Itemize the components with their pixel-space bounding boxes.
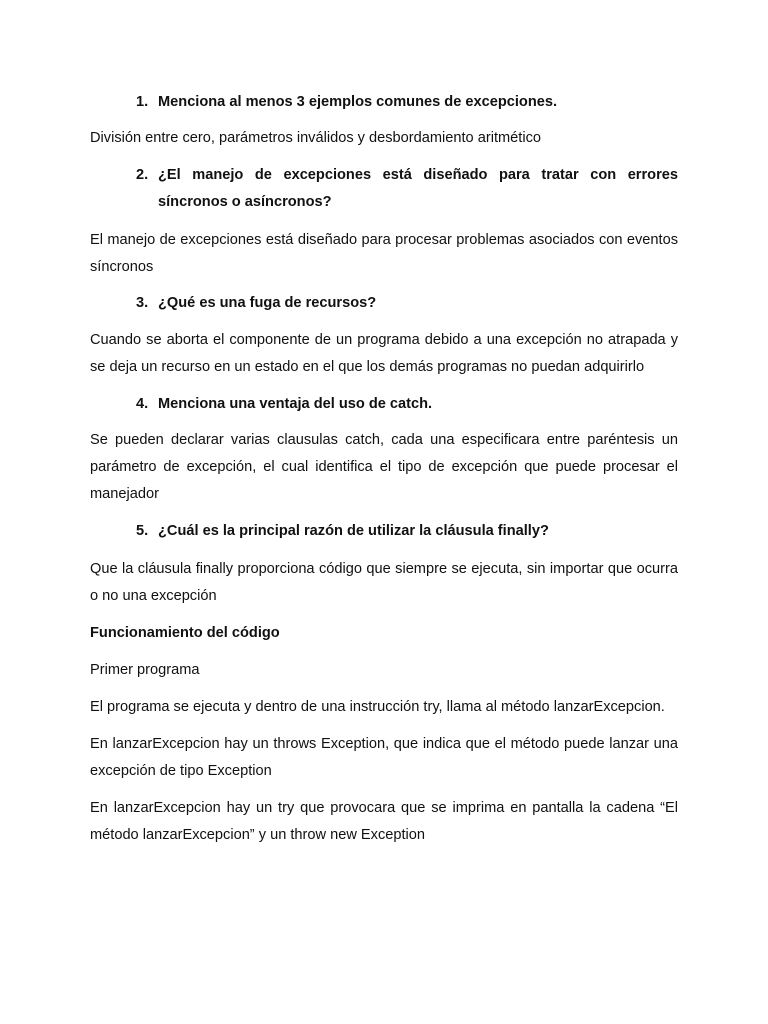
question-text: ¿Qué es una fuga de recursos? <box>158 295 377 311</box>
question-2 <box>136 162 678 216</box>
answer-3: Cuando se aborta el componente de un programa debido a una excepción no atrapada y se deja un recurso en un estado en el que los demás programas no puedan adquirirlo <box>90 332 678 375</box>
question-number: 3. <box>136 295 149 311</box>
question-number: 1. <box>136 94 149 110</box>
question-1 <box>136 89 678 116</box>
section-subheading: Primer programa <box>90 662 200 678</box>
section-paragraph-2: En lanzarExcepcion hay un throws Exception, que indica que el método puede lanzar una excepción de tipo Exception <box>90 736 678 779</box>
section-heading: Funcionamiento del código <box>90 625 280 641</box>
question-text: Menciona una ventaja del uso de catch. <box>158 396 433 412</box>
question-text: ¿Cuál es la principal razón de utilizar la cláusula finally? <box>158 523 549 539</box>
answer-1: División entre cero, parámetros inválidos y desbordamiento aritmético <box>90 130 541 146</box>
answer-4: Se pueden declarar varias clausulas catch, cada una especificara entre paréntesis un parámetro de excepción, el cual identifica el tipo de excepción que puede procesar el manejador <box>90 432 678 502</box>
question-number: 4. <box>136 396 149 412</box>
answer-2: El manejo de excepciones está diseñado para procesar problemas asociados con eventos síncronos <box>90 232 678 275</box>
section-paragraph-1: El programa se ejecuta y dentro de una instrucción try, llama al método lanzarExcepcion. <box>90 699 665 715</box>
question-text: ¿El manejo de excepciones está diseñado para tratar con errores síncronos o asíncronos? <box>158 167 678 210</box>
question-number: 2. <box>136 167 149 183</box>
question-4 <box>136 391 678 418</box>
answer-5: Que la cláusula finally proporciona código que siempre se ejecuta, sin importar que ocurra o no una excepción <box>90 561 678 604</box>
question-5 <box>136 518 678 545</box>
question-number: 5. <box>136 523 149 539</box>
question-3 <box>136 290 678 317</box>
question-text: Menciona al menos 3 ejemplos comunes de excepciones. <box>158 94 558 110</box>
section-paragraph-3: En lanzarExcepcion hay un try que provocara que se imprima en pantalla la cadena “El método lanzarExcepcion” y un throw new Exception <box>90 800 678 843</box>
